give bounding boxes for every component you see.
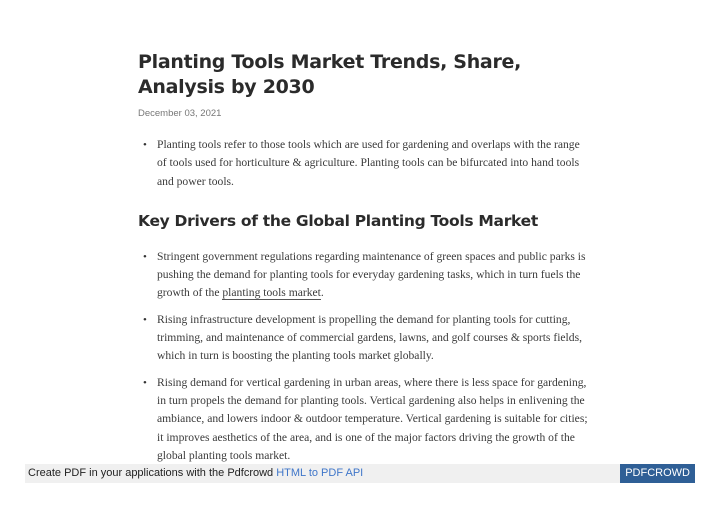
article-date: December 03, 2021 bbox=[138, 108, 222, 119]
planting-tools-market-link[interactable]: planting tools market bbox=[222, 286, 321, 300]
pdf-footer-bar bbox=[25, 464, 695, 483]
list-item-text: Stringent government regulations regarding maintenance of green spaces and public parks is pushing the demand for planting tools for everyday gardening tasks, which in turn fuels the growth of the bbox=[157, 249, 586, 300]
list-item bbox=[138, 248, 588, 303]
list-item: • Rising demand for vertical gardening in urban areas, where there is less space for gardening, in turn propels the demand for planting tools. Vertical gardening also helps in enlivening the ambiance, and lowers indoor & outdoor temperature. Vertical gardening is suitable for cities; it improves aesthetics of the area, and is one of the major factors driving the growth of the global planting tools market. bbox=[138, 374, 588, 465]
html-to-pdf-api-link[interactable]: HTML to PDF API bbox=[276, 467, 364, 479]
list-item-text-end: . bbox=[320, 286, 324, 300]
pdfcrowd-brand-button[interactable]: PDFCROWD bbox=[620, 464, 695, 483]
article bbox=[138, 50, 588, 473]
pdf-message-text: Create PDF in your applications with the Pdfcrowd bbox=[28, 467, 277, 479]
pdf-message bbox=[28, 464, 363, 483]
article-title: Planting Tools Market Trends, Share, Analysis by 2030 bbox=[138, 51, 522, 98]
section-heading: Key Drivers of the Global Planting Tools Market bbox=[138, 211, 538, 230]
intro-list bbox=[138, 136, 588, 191]
list-item: • Rising infrastructure development is propelling the demand for planting tools for cutting, trimming, and maintenance of commercial gardens, lawns, and golf courses & sports fields, which in turn is boosting the planting tools market globally. bbox=[138, 311, 588, 366]
list-item: • Planting tools refer to those tools which are used for gardening and overlaps with the range of tools used for horticulture & agriculture. Planting tools can be bifurcated into hand tools and power tools. bbox=[138, 136, 588, 191]
drivers-list bbox=[138, 248, 588, 465]
